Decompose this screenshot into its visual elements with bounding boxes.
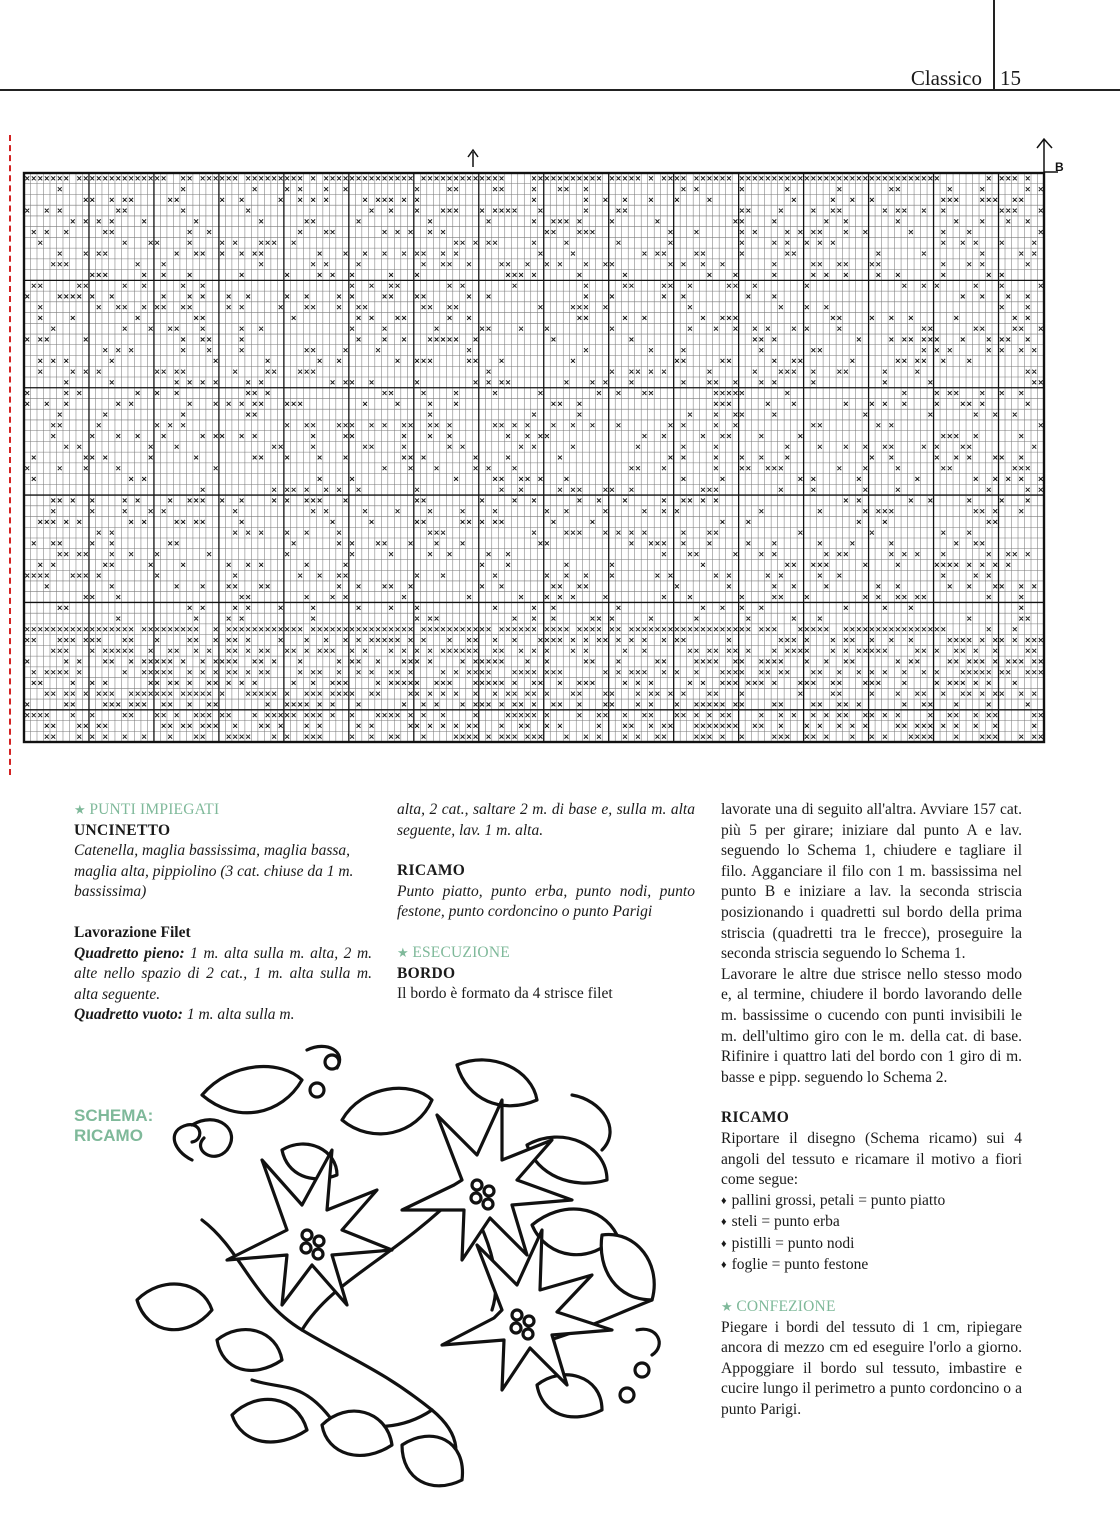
list-item: ♦ pistilli = punto nodi	[721, 1234, 1022, 1256]
quadretto-pieno: Quadretto pieno: 1 m. alta sulla m. alta, 2 m. alte nello spazio di 2 cat., 1 m. alta sulla m. alta seguente.	[74, 944, 373, 1003]
point-b-label: B	[1055, 160, 1064, 174]
header-divider-vertical	[993, 0, 995, 89]
quadretto-vuoto-cont: alta, 2 cat., saltare 2 m. di base e, sulla m. alta seguente, lav. 1 m. alta.	[397, 801, 695, 839]
leaves	[137, 1060, 654, 1486]
ricamo-heading: RICAMO	[397, 862, 466, 880]
bordo-text-cont: lavorate una di seguito all'altra. Avviare 157 cat. più 5 per girare; iniziare dal punto A e lav. seguendo lo Schema 1, chiudere e tagliare il filo. Agganciare il filo con 1 m. bassissima nel punto B e iniziare a lav. la seconda striscia posizionando i quadretti sul bordo della prima striscia (quadretti tra le frecce), proseguire la seconda striscia seguendo lo Schema 1.	[721, 801, 1022, 963]
bordo-text-2: Lavorare le altre due strisce nello stesso modo e, al termine, chiudere il bordo lavorando delle m. bassissime o cucendo con punti invisibili le m. dell'ultimo giro con le m. della cat. di base. Rifinire i quattro lati del bordo con 1 giro di m. basse e pipp. seguendo lo Schema 2.	[721, 965, 1022, 1086]
bordo-text: Il bordo è formato da 4 strisce filet	[397, 985, 613, 1003]
ricamo-text: Punto piatto, punto erba, punto nodi, punto festone, punto cordoncino o punto Parigi	[397, 882, 695, 921]
bordo-heading: BORDO	[397, 964, 456, 982]
section-name: Classico	[910, 66, 982, 90]
embroidery-drawing	[132, 1040, 682, 1505]
section-title-confezione: ★ CONFEZIONE	[721, 1298, 836, 1316]
filet-chart	[22, 136, 1077, 748]
schema-title: SCHEMA: RICAMO	[74, 1106, 154, 1145]
column-3	[721, 800, 1022, 1421]
filet-crosses	[25, 176, 1042, 738]
filet-cross-marks	[25, 176, 1042, 738]
star-icon: ★	[397, 944, 413, 960]
list-item: ♦ steli = punto erba	[721, 1212, 1022, 1234]
confezione-text: Piegare i bordi del tessuto di 1 cm, ripiegare ancora di mezzo cm ed eseguire l'orlo a giorno. Appoggiare il bordo sul tessuto, imbastire e cucire lungo il perimetro a punto cordoncino o a punto Parigi.	[721, 1318, 1022, 1419]
uncinetto-text: Catenella, maglia bassissima, maglia bassa, maglia alta, pippiolino (3 cat. chiuse da 1 m. bassissima)	[74, 842, 354, 901]
ricamo-heading-2: RICAMO	[721, 1109, 790, 1127]
ricamo-instructions: Riportare il disegno (Schema ricamo) sui 4 angoli del tessuto e ricamare il motivo a fiori come segue:	[721, 1129, 1022, 1189]
arrow-a	[468, 150, 478, 167]
cut-line	[9, 135, 11, 775]
page-number: 15	[1000, 66, 1021, 90]
filet-heading: Lavorazione Filet	[74, 923, 191, 941]
ricamo-list	[721, 1191, 1022, 1277]
section-title-esecuzione: ★ ESECUZIONE	[397, 943, 510, 961]
column-1	[74, 800, 372, 1026]
section-title-punti: ★ PUNTI IMPIEGATI	[74, 801, 220, 818]
uncinetto-heading: UNCINETTO	[74, 821, 171, 839]
star-icon: ★	[74, 802, 90, 817]
quadretto-vuoto: Quadretto vuoto: 1 m. alta sulla m.	[74, 1006, 295, 1024]
list-item: ♦ foglie = punto festone	[721, 1255, 1022, 1277]
list-item: ♦ pallini grossi, petali = punto piatto	[721, 1191, 1022, 1213]
arrow-a-label: ↑	[468, 148, 469, 149]
column-2	[397, 800, 695, 1005]
star-icon: ★	[721, 1299, 737, 1315]
